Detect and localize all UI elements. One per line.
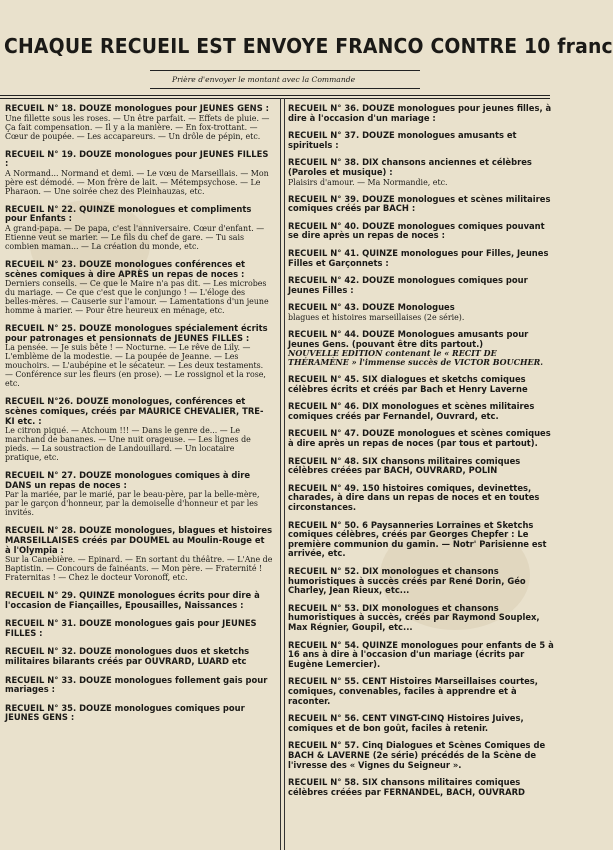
recueil-contents: blagues et histoires marseillaises (2e série). [288, 312, 465, 322]
recueil-entry [5, 647, 273, 666]
recueil-contents: Plaisirs d'amour. — Ma Normandie, etc. [288, 177, 448, 187]
recueil-contents: Une fillette sous les roses. — Un être parfait. — Effets de pluie. — Ça fait compensation. — Il y a la manière. — En fox-trottant. — Cœur de poupée. — Les accapareurs. — Un drôle de pépin, etc. [5, 113, 270, 141]
recueil-entry [288, 567, 556, 596]
recueil-title: RECUEIL N° 43. DOUZE Monologues [288, 302, 455, 313]
recueil-entry [288, 778, 556, 797]
recueil-entry [288, 131, 556, 150]
right-column [288, 104, 556, 805]
recueil-title: RECUEIL N° 48. SIX chansons militaires comiques célèbres créées par BACH, OUVRARD, POLIN [288, 455, 521, 476]
recueil-title: RECUEIL N° 52. DIX monologues et chansons humoristiques à succès créés par René Dorin, Géo Charley, Jean Rieux, etc... [288, 566, 526, 596]
recueil-entry [288, 457, 556, 476]
recueil-entry [5, 397, 273, 462]
recueil-entry [288, 330, 556, 367]
recueil-entry [5, 676, 273, 695]
recueil-title: RECUEIL N° 53. DIX monologues et chansons humoristiques à succès, créés par Raymond Souplex, Max Régnier, Goupil, etc... [288, 602, 540, 632]
recueil-title: RECUEIL N° 27. DOUZE monologues comiques à dire DANS un repas de noces : [5, 470, 251, 490]
page-rule [0, 95, 550, 96]
recueil-entry [5, 591, 273, 610]
recueil-entry [5, 526, 273, 582]
recueil-title: RECUEIL N° 33. DOUZE monologues follement gais pour mariages : [5, 674, 268, 695]
recueil-entry [288, 276, 556, 295]
recueil-title: RECUEIL N° 25. DOUZE monologues spécialement écrits pour patronages et pensionnats de JEUNES FILLES : [5, 323, 268, 343]
recueil-note: NOUVELLE EDITION contenant le « RECIT DE THÉRAMÈNE » l'immense succès de VICTOR BOUCHER. [288, 348, 544, 368]
recueil-title: RECUEIL N° 29. QUINZE monologues écrits pour dire à l'occasion de Fiançailles, Epousailles, Naissances : [5, 590, 260, 610]
recueil-title: RECUEIL N° 57. Cinq Dialogues et Scènes Comiques de BACH & LAVERNE (2e série) précédés de la Scène de l'ivresse des « Vignes du Seigneur ». [288, 740, 546, 770]
recueil-entry [288, 741, 556, 770]
column-divider [284, 98, 285, 850]
recueil-entry [288, 222, 556, 241]
recueil-title: RECUEIL N° 37. DOUZE monologues amusants et spirituels : [288, 130, 517, 150]
recueil-title: RECUEIL N° 41. QUINZE monologues pour Filles, Jeunes Filles et Garçonnets : [288, 247, 549, 268]
recueil-contents: Par la mariée, par le marié, par le beau-père, par la belle-mère, par le garçon d'honneur, par la demoiselle d'honneur et par les invités. [5, 490, 260, 518]
recueil-title: RECUEIL N° 54. QUINZE monologues pour enfants de 5 à 16 ans à dire à l'occasion d'un mariage (écrits par Eugène Lemercier). [288, 639, 554, 669]
recueil-entry [5, 150, 273, 196]
recueil-entry [288, 303, 556, 322]
recueil-title: RECUEIL N° 23. DOUZE monologues conférences et scènes comiques à dire APRÈS un repas de noces : [5, 258, 246, 279]
left-column [5, 104, 273, 732]
headline-rule-top [150, 70, 420, 71]
recueil-title: RECUEIL N° 55. CENT Histoires Marseillaises courtes, comiques, convenables, faciles à apprendre et à raconter. [288, 676, 538, 706]
recueil-entry [288, 714, 556, 733]
order-note: Prière d'envoyer le montant avec la Commande [172, 75, 356, 84]
recueil-title: RECUEIL N° 19. DOUZE monologues pour JEUNES FILLES : [5, 148, 269, 169]
recueil-title: RECUEIL N° 18. DOUZE monologues pour JEUNES GENS : [5, 103, 269, 113]
recueil-entry [288, 195, 556, 214]
recueil-contents: A grand-papa. — De papa, c'est l'anniversaire. Cœur d'enfant. — Etienne veut se marier. — Le fils du chef de gare. — Tu sais combien maman... — La création du monde, etc. [5, 223, 265, 251]
recueil-contents: A Normand... Normand et demi. — Le vœu de Marseillais. — Mon père est démodé. — Mon frère de lait. — Métempsychose. — Le Pharaon. — Une soirée chez des Pleinhauzas, etc. [5, 168, 269, 196]
recueil-title: RECUEIL N° 28. DOUZE monologues, blagues et histoires MARSEILLAISES créés par DOUMEL au Moulin-Rouge et à l'Olympia : [5, 525, 273, 555]
recueil-title: RECUEIL N° 40. DOUZE monologues comiques pouvant se dire après un repas de noces : [288, 220, 545, 241]
recueil-title: RECUEIL N° 46. DIX monologues et scènes militaires comiques créés par Fernandel, Ouvrard, etc. [288, 401, 535, 421]
recueil-entry [288, 484, 556, 513]
recueil-entry [288, 158, 556, 186]
recueil-title: RECUEIL N° 56. CENT VINGT-CINQ Histoires Juives, comiques et de bon goût, faciles à retenir. [288, 713, 524, 733]
recueil-entry [5, 324, 273, 388]
headline-rule-bottom [150, 88, 420, 89]
recueil-entry [288, 521, 556, 559]
recueil-title: RECUEIL N°26. DOUZE monologues, conférences et scènes comiques, créés par MAURICE CHEVALIER, TRE-KI etc. : [5, 396, 264, 426]
column-divider [280, 98, 281, 850]
recueil-title: RECUEIL N° 44. DOUZE Monologues amusants pour Jeunes Gens. (pouvant être dits partout.) [288, 328, 529, 349]
recueil-entry [5, 205, 273, 251]
recueil-title: RECUEIL N° 58. SIX chansons militaires comiques célèbres créées par FERNANDEL, BACH, OUVRARD [288, 777, 525, 797]
recueil-title: RECUEIL N° 50. 6 Paysanneries Lorraines et Sketchs comiques célèbres, créés par Georges Chepfer : Le première communion du gamin. — Notr' Parisienne est arrivée, etc. [288, 519, 547, 559]
recueil-contents: La pensée. — Je suis bête ! — Nocturne. — Le rêve de Lily. — L'emblème de la modestie. — La poupée de Jeanne. — Les mouchoirs. — L'aubépine et le sécateur. — Les deux testaments. — Conférence sur les fleurs (en prose). — Le rossignol et la rose, etc. [5, 343, 266, 389]
recueil-entry [288, 604, 556, 633]
recueil-title: RECUEIL N° 35. DOUZE monologues comiques pour JEUNES GENS : [5, 702, 245, 723]
recueil-title: RECUEIL N° 38. DIX chansons anciennes et célèbres (Paroles et musique) : [288, 157, 532, 177]
recueil-entry [288, 402, 556, 421]
recueil-title: RECUEIL N° 36. DOUZE monologues pour jeunes filles, à dire à l'occasion d'un mariage : [288, 103, 552, 123]
recueil-contents: Sur la Canebière. — Epinard. — En sortant du théâtre. — L'Ane de Baptistin. — Concours de fainéants. — Mon père. — Fraternité ! Fraternitas ! — Chez le docteur Voronoff, etc. [5, 555, 273, 583]
recueil-title: RECUEIL N° 42. DOUZE monologues comiques pour Jeunes Filles : [288, 275, 528, 295]
recueil-title: RECUEIL N° 39. DOUZE monologues et scènes militaires comiques créés par BACH : [288, 193, 551, 214]
recueil-title: RECUEIL N° 45. SIX dialogues et sketchs comiques célèbres écrits et créés par Bach et Henry Laverne [288, 374, 528, 394]
recueil-entry [288, 249, 556, 268]
recueil-entry [5, 104, 273, 141]
recueil-entry [5, 471, 273, 517]
recueil-contents: Derniers conseils. — Ce que le Maire n'a pas dit. — Les microbes du mariage. — Ce que c'est que le conjungo ! — L'éloge des belles-mères. — Causerie sur l'amour. — Lamentations d'un jeune homme à marier. — Pour être heureux en ménage, etc. [5, 279, 269, 316]
recueil-title: RECUEIL N° 22. QUINZE monologues et compliments pour Enfants : [5, 203, 252, 224]
recueil-entry [5, 619, 273, 638]
recueil-entry [5, 704, 273, 723]
page-rule-double [0, 98, 550, 99]
recueil-entry [288, 375, 556, 394]
recueil-entry [5, 260, 273, 315]
page-headline: CHAQUE RECUEIL EST ENVOYE FRANCO CONTRE 10 franc [4, 34, 613, 58]
recueil-title: RECUEIL N° 47. DOUZE monologues et scènes comiques à dire après un repas de noces (par tous et partout). [288, 428, 551, 449]
recueil-entry [288, 104, 556, 123]
recueil-title: RECUEIL N° 32. DOUZE monologues duos et sketchs militaires bilarants créés par OUVRARD, LUARD etc [5, 646, 250, 667]
recueil-entry [288, 429, 556, 448]
recueil-entry [288, 641, 556, 670]
recueil-title: RECUEIL N° 31. DOUZE monologues gais pour JEUNES FILLES : [5, 618, 257, 638]
recueil-contents: Le citron piqué. — Atchoum !!! — Dans le genre de... — Le marchand de bananes. — Une nuit orageuse. — Les lignes de pieds. — La soustraction de Landouillard. — Un locataire pratique, etc. [5, 426, 251, 463]
recueil-title: RECUEIL N° 49. 150 histoires comiques, devinettes, charades, à dire dans un repas de noces et en toutes circonstances. [288, 482, 540, 513]
recueil-entry [288, 677, 556, 706]
